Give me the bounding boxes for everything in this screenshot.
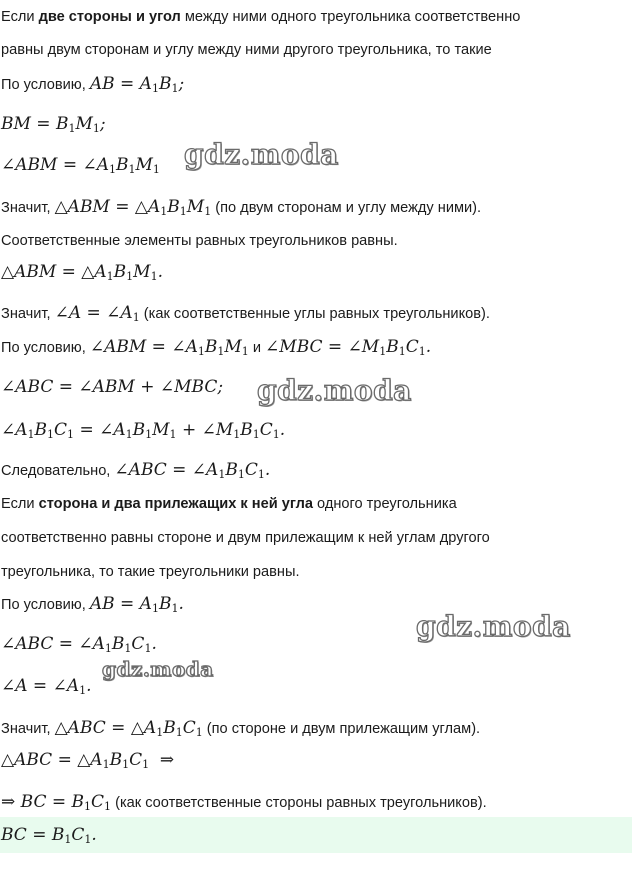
watermark: gdz.moda <box>102 657 214 681</box>
text-line: По условию, AB = $A_1B_1$. <box>1 594 184 615</box>
watermark: gdz.moda <box>416 610 571 643</box>
math-line: ∠ABM = $\angle A_1B_1M_1$ <box>1 155 160 176</box>
text-line: Значит, ∠A = $\angle A_1$ (как соответственные углы равных треугольников). <box>1 303 490 324</box>
answer-highlight: BC = $B_1C_1$. <box>0 817 632 853</box>
text-line: треугольника, то такие треугольники равны. <box>1 564 300 580</box>
text-line: Соответственные элементы равных треугольников равны. <box>1 233 398 249</box>
math-line: △ABM = $\triangle A_1B_1M_1$. <box>1 262 163 283</box>
text-line: соответственно равны стороне и двум прилежащим к ней углам другого <box>1 530 490 546</box>
text-line: Значит, △ABC = $\triangle A_1B_1C_1$ (по стороне и двум прилежащим углам). <box>1 718 481 739</box>
text-line: Следовательно, ∠ABC = $\angle A_1B_1C_1$. <box>1 460 271 481</box>
text-line: Если две стороны и угол между ними одного треугольника соответственно <box>1 9 521 25</box>
text-line: Значит, △ABM = $\triangle A_1B_1M_1$ (по двум сторонам и углу между ними). <box>1 197 482 218</box>
text-line: Если сторона и два прилежащих к ней угла одного треугольника <box>1 496 457 512</box>
math-line: ∠ABC = $\angle A_1B_1C_1$. <box>1 634 157 655</box>
text-line: По условию, ∠ABM = $\angle A_1B_1M_1$ и ∠MBC = $\angle M_1B_1C_1$. <box>1 337 432 358</box>
text-line: По условию, AB = $A_1B_1$; <box>1 74 185 95</box>
math-line: ∠ABC = ∠ABM + ∠MBC; <box>1 377 224 397</box>
text-line: ⇒ BC = $B_1C_1$ (как соответственные стороны равных треугольников). <box>1 792 487 813</box>
math-line: △ABC = $\triangle A_1B_1C_1$ ⇒ <box>1 750 175 771</box>
math-line: ∠A = $\angle A_1$. <box>1 676 92 697</box>
watermark: gdz.moda <box>184 138 339 171</box>
math-line: $\angle A_1B_1C_1$ = $\angle A_1B_1M_1$ + $\angle M_1B_1C_1$. <box>1 420 286 441</box>
text-line: равны двум сторонам и углу между ними другого треугольника, то такие <box>1 42 492 58</box>
watermark: gdz.moda <box>257 374 412 407</box>
math-line: BM = $B_1M_1$; <box>1 114 106 135</box>
